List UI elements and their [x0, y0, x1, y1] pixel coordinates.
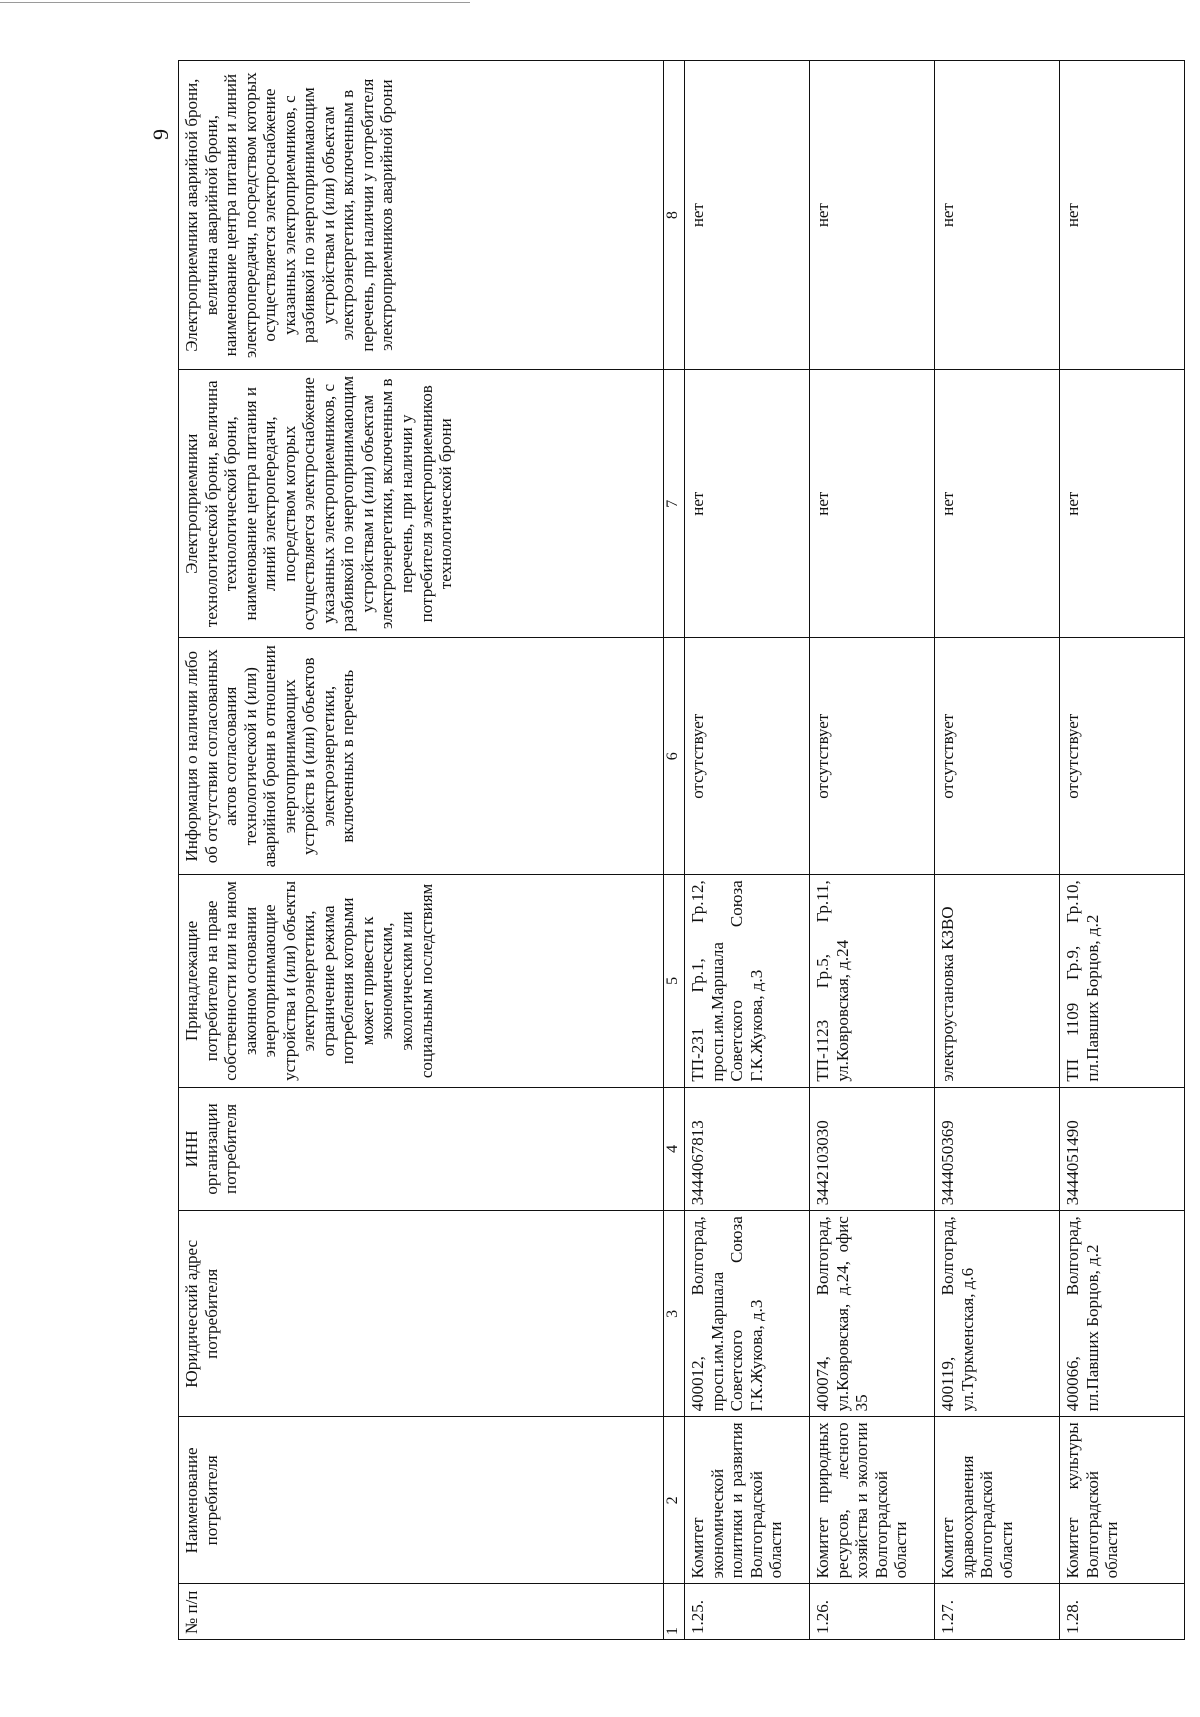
table-row: [685, 61, 810, 1640]
acts-value: отсутствует: [810, 638, 935, 875]
header-number: № п/п: [179, 1584, 664, 1640]
devices-value: ТП-1123 Гр.5, Гр.11, ул.Ковровская, д.24: [810, 875, 935, 1087]
devices-value: ТП-231 Гр.1, Гр.12, просп.им.Маршала Советского Союза Г.К.Жукова, д.3: [685, 875, 810, 1087]
tech-reserve-value: нет: [1060, 370, 1185, 638]
scan-edge-line: [0, 2, 470, 3]
row-number: 1.26.: [810, 1584, 935, 1640]
emergency-reserve-value: нет: [1060, 61, 1185, 370]
tech-reserve-value: нет: [810, 370, 935, 638]
legal-address: 400012, Волгоград, просп.им.Маршала Советского Союза Г.К.Жукова, д.3: [685, 1211, 810, 1417]
tech-reserve-value: нет: [685, 370, 810, 638]
header-row: [179, 61, 664, 1640]
emergency-reserve-value: нет: [810, 61, 935, 370]
header-acts-info: Информация о наличии либо об отсутствии согласованных актов согласования технологической и (или) аварийной брони в отношении энергопринимающих устройств и (или) объектов электроэнергетики, включенных в перечень: [179, 638, 664, 875]
column-number: 6: [664, 638, 685, 875]
column-number-row: [664, 61, 685, 1640]
table-row: [935, 61, 1060, 1640]
emergency-reserve-value: нет: [935, 61, 1060, 370]
devices-value: ТП 1109 Гр.9, Гр.10, пл.Павших Борцов, д.2: [1060, 875, 1185, 1087]
header-tech-reserve: Электроприемники технологической брони, величина технологической брони, наименование центра питания и линий электропередачи, посредством которых осуществляется электроснабжение указанных электроприемников, с разбивкой по энергопринимающим устройствам и (или) объектам электроэнергетики, включенным в перечень, при наличии у потребителя электроприемников технологической брони: [179, 370, 664, 638]
legal-address: 400074, Волгоград, ул.Ковровская, д.24, офис 35: [810, 1211, 935, 1417]
inn-value: 3442103030: [810, 1087, 935, 1211]
devices-value: электроустановка КЗВО: [935, 875, 1060, 1087]
column-number: 1: [664, 1584, 685, 1640]
column-number: 3: [664, 1211, 685, 1417]
header-emergency-reserve: Электроприемники аварийной брони, величина аварийной брони, наименование центра питания и линий электропередачи, посредством которых осуществляется электроснабжение указанных электроприемников, с разбивкой по энергопринимающим устройствам и (или) объектам электроэнергетики, включенным в перечень, при наличии у потребителя электроприемников аварийной брони: [179, 61, 664, 370]
header-legal-address: Юридический адрес потребителя: [179, 1211, 664, 1417]
acts-value: отсутствует: [1060, 638, 1185, 875]
column-number: 5: [664, 875, 685, 1087]
header-devices: Принадлежащие потребителю на праве собственности или на ином законном основании энергопринимающие устройства и (или) объекты электроэнергетики, ограничение режима потребления которыми может привести к экономическим, экологическим или социальным последствиям: [179, 875, 664, 1087]
consumer-name: Комитет экономической политики и развития Волгоградской области: [685, 1417, 810, 1584]
tech-reserve-value: нет: [935, 370, 1060, 638]
consumer-name: Комитет здравоохранения Волгоградской области: [935, 1417, 1060, 1584]
legal-address: 400119, Волгоград, ул.Туркменская, д.6: [935, 1211, 1060, 1417]
emergency-reserve-value: нет: [685, 61, 810, 370]
rotated-table-page: [178, 60, 1178, 1640]
row-number: 1.27.: [935, 1584, 1060, 1640]
table-row: [810, 61, 935, 1640]
row-number: 1.28.: [1060, 1584, 1185, 1640]
column-number: 2: [664, 1417, 685, 1584]
row-number: 1.25.: [685, 1584, 810, 1640]
column-number: 8: [664, 61, 685, 370]
inn-value: 3444050369: [935, 1087, 1060, 1211]
acts-value: отсутствует: [935, 638, 1060, 875]
column-number: 7: [664, 370, 685, 638]
consumer-table: [178, 60, 1185, 1640]
header-consumer-name: Наименование потребителя: [179, 1417, 664, 1584]
inn-value: 3444067813: [685, 1087, 810, 1211]
header-inn: ИНН организации потребителя: [179, 1087, 664, 1211]
acts-value: отсутствует: [685, 638, 810, 875]
consumer-name: Комитет природных ресурсов, лесного хозяйства и экологии Волгоградской области: [810, 1417, 935, 1584]
inn-value: 3444051490: [1060, 1087, 1185, 1211]
legal-address: 400066, Волгоград, пл.Павших Борцов, д.2: [1060, 1211, 1185, 1417]
page-number: 9: [148, 129, 173, 140]
table-row: [1060, 61, 1185, 1640]
consumer-name: Комитет культуры Волгоградской области: [1060, 1417, 1185, 1584]
column-number: 4: [664, 1087, 685, 1211]
